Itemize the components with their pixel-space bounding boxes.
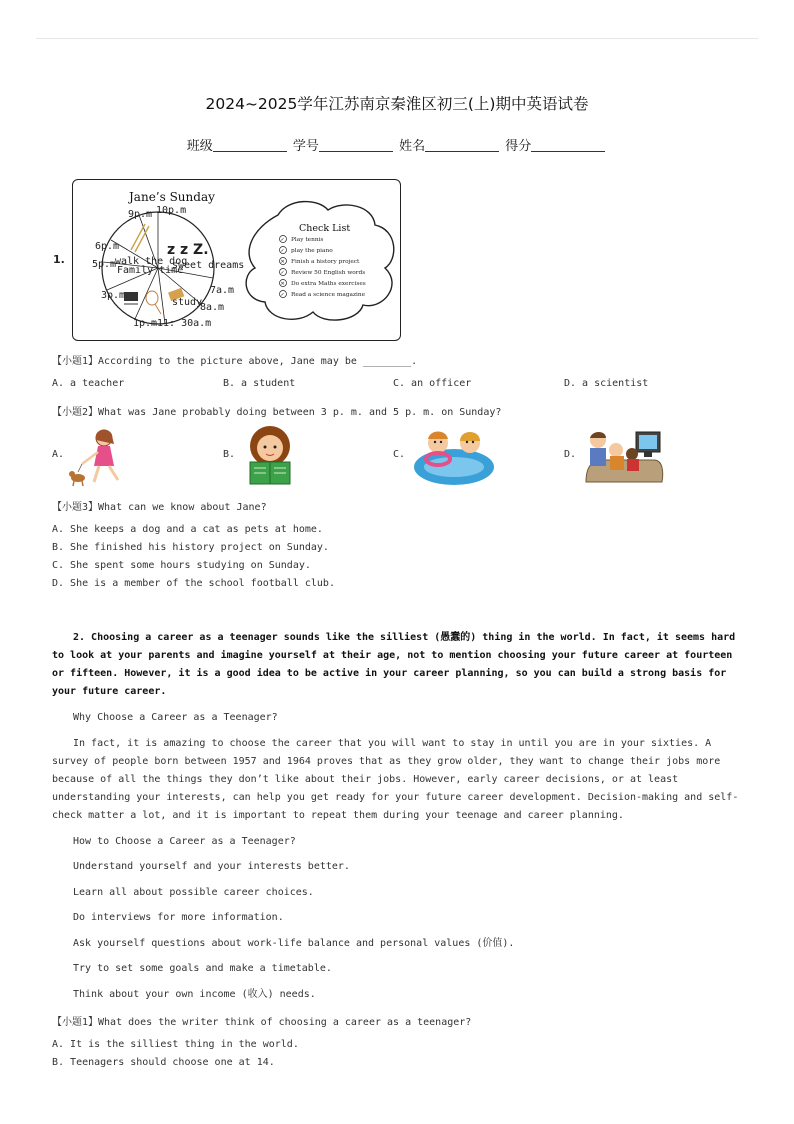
q2-heading-how: How to Choose a Career as a Teenager? [73, 836, 296, 847]
q1-sub2-stem: 【小题2】What was Jane probably doing between 3 p. m. and 5 p. m. on Sunday? [52, 407, 502, 418]
field-id-label: 学号 [292, 139, 319, 154]
q2-tip-3: Do interviews for more information. [73, 912, 284, 923]
time-label-1130am: 11: 30a.m [157, 318, 212, 329]
checklist-title: Check List [299, 223, 351, 234]
page-title: 2024~2025学年江苏南京秦淮区初三(上)期中英语试卷 [205, 95, 589, 113]
checklist-item-4: Review 50 English words [291, 270, 366, 276]
janes-sunday-figure [72, 179, 401, 341]
checklist-mark-1: ✓ [280, 237, 285, 243]
q2-sub1-stem: 【小题1】What does the writer think of choosing a career as a teenager? [52, 1017, 472, 1028]
time-label-8am: 8a.m [200, 302, 225, 313]
checklist-mark-4: ✓ [280, 270, 285, 276]
student-info-line [0, 135, 794, 154]
q2-sub1-option-b[interactable]: B. Teenagers should choose one at 14. [52, 1057, 275, 1068]
q2-tip-2: Learn all about possible career choices. [73, 887, 314, 898]
time-label-3pm: 3p.m [101, 290, 126, 301]
q1-sub2-option-a[interactable]: A. [52, 449, 65, 460]
checklist-item-3: Finish a history project [291, 259, 360, 265]
checklist-item-6: Read a science magazine [291, 292, 366, 298]
q1-sub3-stem: 【小题3】What can we know about Jane? [52, 502, 267, 513]
segment-study: study [172, 297, 203, 308]
time-label-1pm: 1p.m [133, 318, 158, 329]
time-label-7am: 7a.m [210, 285, 235, 296]
checklist-item-1: Play tennis [291, 237, 324, 243]
q1-sub3-option-b[interactable]: B. She finished his history project on Sunday. [52, 542, 329, 553]
sleep-zzz: z z Z. [167, 242, 209, 258]
q1-sub2-option-b[interactable]: B. [223, 449, 236, 460]
time-label-5pm: 5p.m [92, 259, 117, 270]
time-label-10pm: 10p.m [156, 205, 187, 216]
checklist-mark-3: ✕ [280, 259, 285, 265]
figure-title: Jane’s Sunday [129, 190, 215, 204]
q2-paragraph-1: In fact, it is amazing to choose the career that you will want to stay in until you are in your sixties. A survey of people born between 1957 and 1964 proves that as they grow older, they want to change their jobs more because of all the things they don’t like about their jobs. However, early career decisions, or at least understanding your interests, can help you get ready for your future career development. Decision-making and self-check matter a lot, and it is important to repeat them during your teenage and career planning. [52, 738, 739, 821]
q2-tip-5: Try to set some goals and make a timetable. [73, 963, 332, 974]
q1-sub1-option-c[interactable]: C. an officer [393, 378, 472, 389]
top-rule [36, 38, 758, 39]
checklist-item-5: Do extra Maths exercises [291, 281, 366, 287]
kids-swimming-image[interactable] [412, 423, 496, 487]
q2-tip-6: Think about your own income (收入) needs. [73, 989, 316, 1000]
segment-walk-the-dog: walk the dog [115, 256, 188, 267]
q1-sub3-option-a[interactable]: A. She keeps a dog and a cat as pets at home. [52, 524, 323, 535]
field-score-blank[interactable] [531, 138, 605, 152]
field-class-blank[interactable] [213, 138, 287, 152]
field-name-label: 姓名 [399, 139, 426, 154]
checklist-mark-6: ✓ [280, 292, 285, 298]
q1-sub1-option-d[interactable]: D. a scientist [564, 378, 649, 389]
question-1-number: 1. [53, 253, 65, 266]
time-label-6pm: 6p.m [95, 241, 120, 252]
q2-tip-1: Understand yourself and your interests better. [73, 861, 350, 872]
q2-heading-why: Why Choose a Career as a Teenager? [73, 712, 278, 723]
q1-sub3-option-c[interactable]: C. She spent some hours studying on Sunday. [52, 560, 311, 571]
figure-drawing [73, 180, 400, 340]
girl-reading-book-image[interactable] [242, 424, 298, 486]
segment-family-time: Family time [117, 265, 184, 276]
field-name-blank[interactable] [425, 138, 499, 152]
checklist-item-2: play the piano [291, 248, 333, 254]
field-class-label: 班级 [186, 139, 213, 154]
family-watching-tv-image[interactable] [584, 424, 664, 486]
q2-sub1-option-a[interactable]: A. It is the silliest thing in the world. [52, 1039, 299, 1050]
field-score-label: 得分 [505, 139, 532, 154]
field-id-blank[interactable] [319, 138, 393, 152]
q2-intro: 2. Choosing a career as a teenager sounds like the silliest (愚蠢的) thing in the world. In fact, it seems hard to look at your parents and imagine yourself at their age, not to mention choosing your future career at fourteen or fifteen. However, it is a good idea to be active in your career planning, so you can build a strong basis for your future career. [52, 632, 736, 697]
q1-sub1-option-b[interactable]: B. a student [223, 378, 296, 389]
time-label-9pm: 9p.m [128, 209, 153, 220]
q2-tip-4: Ask yourself questions about work-life balance and personal values (价值). [73, 938, 515, 949]
segment-sweet-dreams: sweet dreams [172, 260, 245, 271]
checklist-mark-5: ✕ [280, 281, 285, 287]
q1-sub2-option-d[interactable]: D. [564, 449, 577, 460]
q1-sub1-stem: 【小题1】According to the picture above, Jane may be ________. [52, 356, 418, 367]
q1-sub1-option-a[interactable]: A. a teacher [52, 378, 125, 389]
q1-sub2-option-c[interactable]: C. [393, 449, 406, 460]
q1-sub3-option-d[interactable]: D. She is a member of the school football club. [52, 578, 335, 589]
checklist-mark-2: ✓ [280, 248, 285, 254]
girl-walking-dog-image[interactable] [66, 426, 132, 488]
